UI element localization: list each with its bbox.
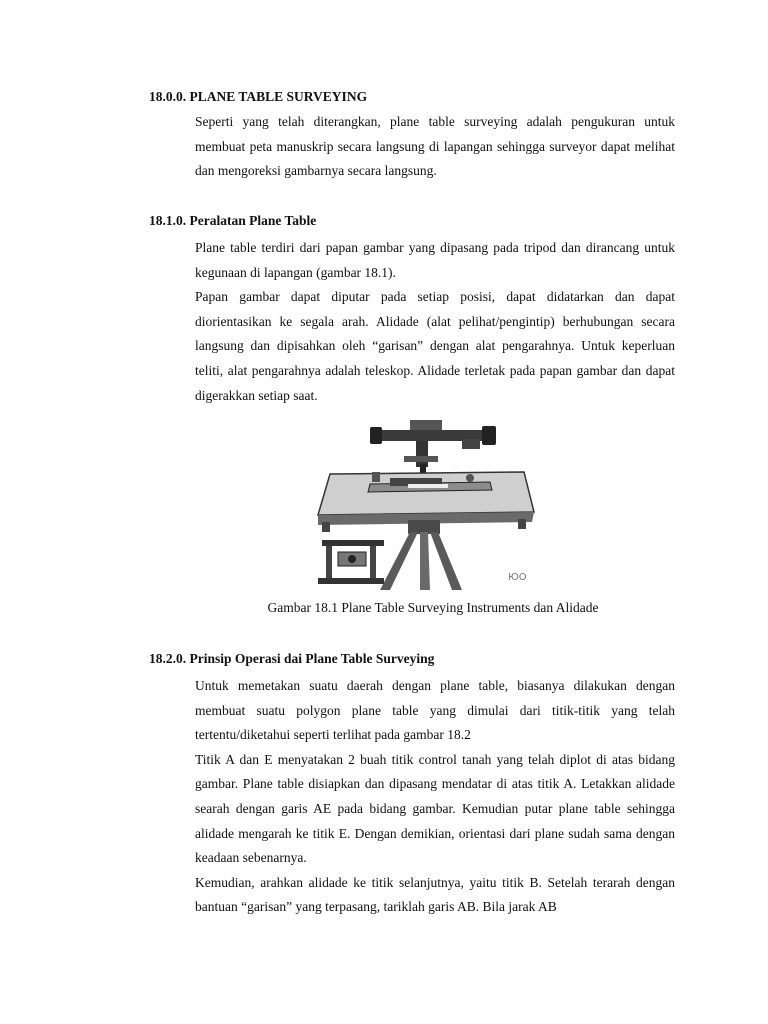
- section-body-plane-table-surveying: [195, 110, 675, 184]
- paragraph: Papan gambar dapat diputar pada setiap posisi, dapat didatarkan dan dapat diorientasikan ke segala arah. Alidade (alat pelihat/pengintip) berhubungan secara langsung dan dipisahkan oleh “garisan” dengan alat pengarahnya. Untuk keperluan teliti, alat pengarahnya adalah teleskop. Alidade terletak pada papan gambar dan dapat digerakkan setiap saat.: [195, 289, 675, 403]
- section-body-prinsip-operasi: [195, 674, 675, 920]
- paragraph: Seperti yang telah diterangkan, plane table surveying adalah pengukuran untuk membuat peta manuskrip secara langsung di lapangan sehingga surveyor dapat melihat dan mengoreksi gambarnya secara langsung.: [195, 114, 675, 179]
- paragraph: Kemudian, arahkan alidade ke titik selanjutnya, yaitu titik B. Setelah terarah dengan bantuan “garisan” yang terpasang, tariklah garis AB. Bila jarak AB: [195, 874, 675, 915]
- paragraph: Plane table terdiri dari papan gambar yang dipasang pada tripod dan dirancang untuk kegunaan di lapangan (gambar 18.1).: [195, 240, 675, 280]
- section-heading-plane-table-surveying: 18.0.0. PLANE TABLE SURVEYING: [149, 89, 368, 104]
- image-mark-text: ЮО: [508, 572, 527, 583]
- plane-table-instrument-image: [312, 412, 538, 590]
- section-heading-peralatan: 18.1.0. Peralatan Plane Table: [149, 213, 317, 228]
- paragraph: Untuk memetakan suatu daerah dengan plane table, biasanya dilakukan dengan membuat suatu polygon plane table yang dimulai dari titik-titik yang telah tertentu/diketahui seperti terlihat pada gambar 18.2: [195, 678, 675, 743]
- figure-caption: Gambar 18.1 Plane Table Surveying Instruments dan Alidade: [267, 600, 599, 615]
- section-body-peralatan: [195, 236, 675, 408]
- section-heading-prinsip-operasi: 18.2.0. Prinsip Operasi dai Plane Table Surveying: [149, 651, 435, 666]
- paragraph: Titik A dan E menyatakan 2 buah titik control tanah yang telah diplot di atas bidang gambar. Plane table disiapkan dan dipasang mendatar di atas titik A. Letakkan alidade searah dengan garis AE pada bidang gambar. Kemudian putar plane table sehingga alidade mengarah ke titik E. Dengan demikian, orientasi dari plane sudah sama dengan keadaan sebenarnya.: [195, 751, 675, 866]
